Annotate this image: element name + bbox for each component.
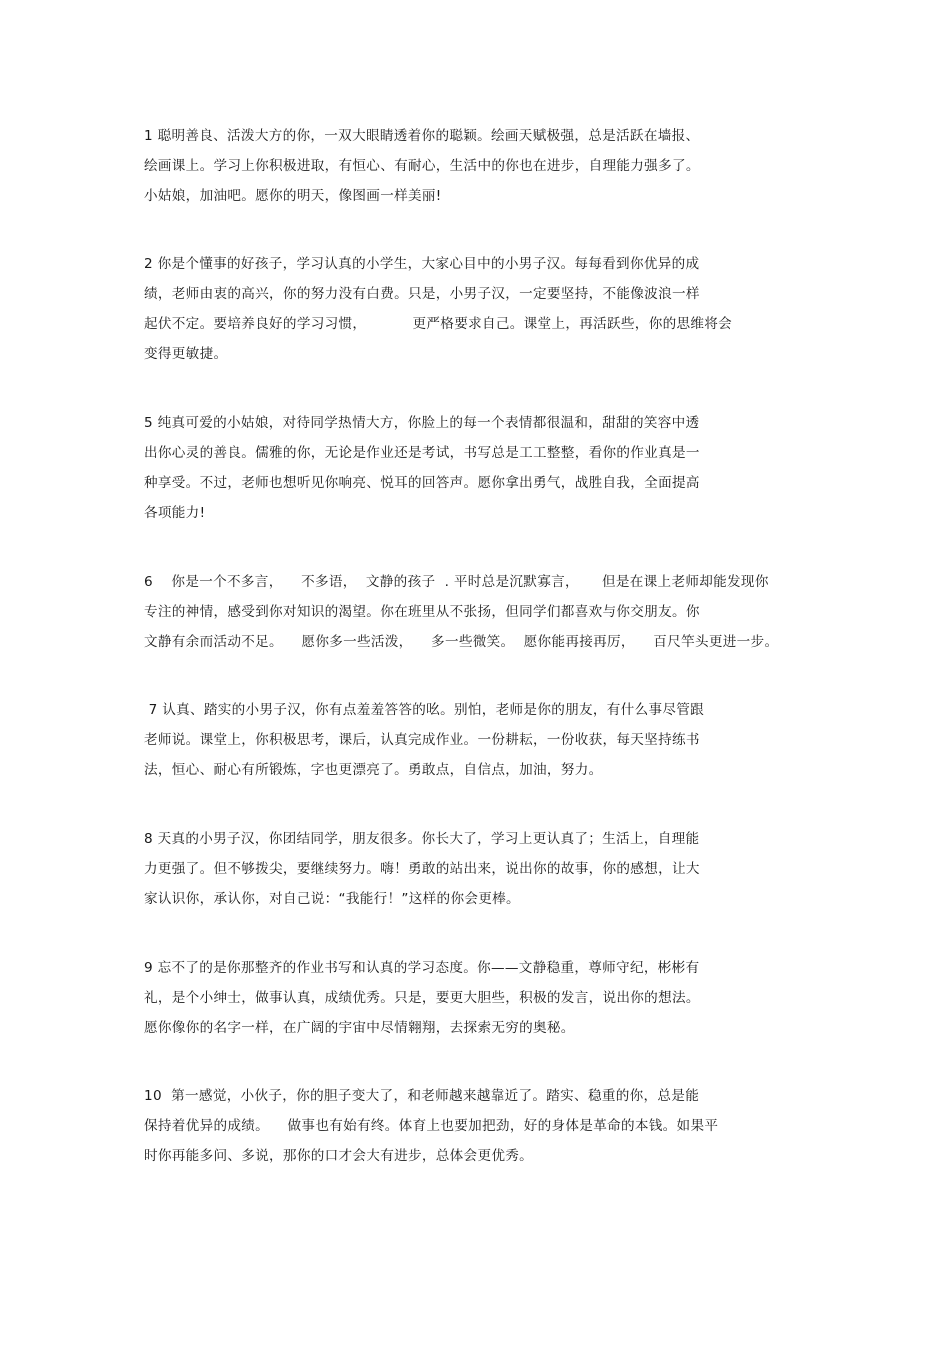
paragraph-line: 变得更敏捷。 bbox=[144, 346, 228, 362]
comment-paragraph-9 bbox=[144, 953, 924, 1043]
paragraph-line: 力更强了。但不够拨尖，要继续努力。嗨！勇敢的站出来，说出你的故事，你的感想，让大 bbox=[144, 861, 700, 877]
paragraph-line: 6 你是一个不多言， 不多语， 文静的孩子 . 平时总是沉默寡言， 但是在课上老师却能发现你 bbox=[144, 574, 769, 590]
paragraph-line: 10 第一感觉，小伙子，你的胆子变大了，和老师越来越靠近了。踏实、稳重的你，总是能 bbox=[144, 1088, 700, 1104]
comment-paragraph-8 bbox=[144, 824, 924, 914]
paragraph-line: 文静有余而活动不足。 愿你多一些活泼， 多一些微笑。 愿你能再接再厉， 百尺竿头更进一步。 bbox=[144, 634, 779, 650]
paragraph-line: 出你心灵的善良。儒雅的你，无论是作业还是考试，书写总是工工整整，看你的作业真是一 bbox=[144, 445, 700, 461]
paragraph-line: 礼，是个小绅士，做事认真，成绩优秀。只是，要更大胆些，积极的发言，说出你的想法。 bbox=[144, 990, 700, 1006]
paragraph-line: 保持着优异的成绩。 做事也有始有终。体育上也要加把劲，好的身体是革命的本钱。如果平 bbox=[144, 1118, 719, 1134]
paragraph-line: 专注的神情，感受到你对知识的渴望。你在班里从不张扬，但同学们都喜欢与你交朋友。你 bbox=[144, 604, 700, 620]
paragraph-line: 绘画课上。学习上你积极进取，有恒心、有耐心，生活中的你也在进步，自理能力强多了。 bbox=[144, 158, 700, 174]
comment-paragraph-1 bbox=[144, 121, 924, 211]
paragraph-line: 种享受。不过，老师也想听见你响亮、悦耳的回答声。愿你拿出勇气，战胜自我，全面提高 bbox=[144, 475, 700, 491]
paragraph-line: 小姑娘，加油吧。愿你的明天，像图画一样美丽! bbox=[144, 188, 442, 204]
paragraph-line: 起伏不定。要培养良好的学习习惯， 更严格要求自己。课堂上，再活跃些，你的思维将会 bbox=[144, 316, 733, 332]
paragraph-line: 法，恒心、耐心有所锻炼，字也更漂亮了。勇敢点，自信点，加油，努力。 bbox=[144, 762, 603, 778]
comment-paragraph-7 bbox=[144, 695, 924, 785]
comment-paragraph-10 bbox=[144, 1081, 924, 1171]
comment-paragraph-6 bbox=[144, 567, 924, 657]
comment-paragraph-5 bbox=[144, 408, 924, 528]
paragraph-line: 7 认真、踏实的小男子汉，你有点羞羞答答的吆。别怕，老师是你的朋友，有什么事尽管跟 bbox=[144, 702, 705, 718]
paragraph-line: 各项能力! bbox=[144, 505, 206, 521]
paragraph-line: 老师说。课堂上，你积极思考，课后，认真完成作业。一份耕耘，一份收获，每天坚持练书 bbox=[144, 732, 700, 748]
comment-paragraph-2 bbox=[144, 249, 924, 369]
paragraph-line: 1 聪明善良、活泼大方的你，一双大眼睛透着你的聪颖。绘画天赋极强，总是活跃在墙报、 bbox=[144, 128, 700, 144]
paragraph-line: 绩，老师由衷的高兴，你的努力没有白费。只是，小男子汉，一定要坚持，不能像波浪一样 bbox=[144, 286, 700, 302]
paragraph-line: 2 你是个懂事的好孩子，学习认真的小学生，大家心目中的小男子汉。每每看到你优异的成 bbox=[144, 256, 700, 272]
paragraph-line: 时你再能多问、多说，那你的口才会大有进步，总体会更优秀。 bbox=[144, 1148, 534, 1164]
paragraph-line: 8 天真的小男子汉，你团结同学，朋友很多。你长大了，学习上更认真了；生活上，自理能 bbox=[144, 831, 700, 847]
paragraph-line: 5 纯真可爱的小姑娘，对待同学热情大方，你脸上的每一个表情都很温和，甜甜的笑容中透 bbox=[144, 415, 700, 431]
paragraph-line: 家认识你，承认你，对自己说：“我能行！”这样的你会更棒。 bbox=[144, 891, 520, 907]
paragraph-line: 愿你像你的名字一样，在广阔的宇宙中尽情翱翔，去探索无穷的奥秘。 bbox=[144, 1020, 575, 1036]
paragraph-line: 9 忘不了的是你那整齐的作业书写和认真的学习态度。你——文静稳重，尊师守纪，彬彬有 bbox=[144, 960, 700, 976]
